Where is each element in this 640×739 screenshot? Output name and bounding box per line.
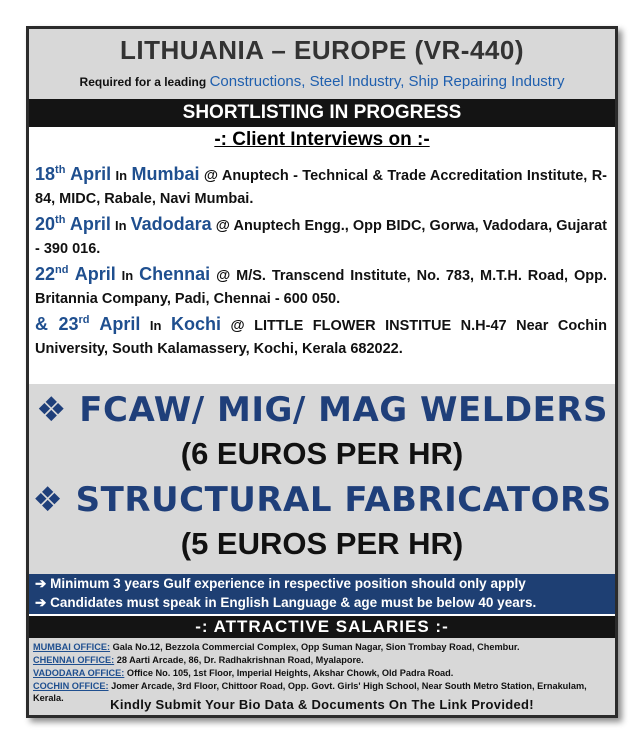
office-address: Office No. 105, 1st Floor, Imperial Heights, Akshar Chowk, Old Padra Road. <box>126 668 454 678</box>
interview-location-vadodara <box>35 209 607 261</box>
interview-day: 18 <box>35 164 56 184</box>
requirement-item <box>35 595 536 611</box>
interview-in: In <box>115 168 128 183</box>
job-title-welders <box>29 390 615 430</box>
interview-day-suffix: th <box>55 164 66 176</box>
office-address: Gala No.12, Bezzola Commercial Complex, Opp Suman Nagar, Sion Trombay Road, Chembur. <box>112 642 520 652</box>
job-title-fabricators <box>29 480 615 520</box>
requirement-text: Candidates must speak in English Language & age must be below 40 years. <box>50 595 537 610</box>
page-title: LITHUANIA – EUROPE (VR-440) <box>119 35 525 65</box>
interview-month: April <box>69 214 111 234</box>
office-vadodara <box>33 667 611 679</box>
interview-day: 23 <box>58 314 79 334</box>
office-mumbai <box>33 641 611 653</box>
interview-prefix: & <box>35 314 59 334</box>
requirement-text: Minimum 3 years Gulf experience in respective position should only apply <box>50 576 526 591</box>
office-chennai <box>33 654 611 666</box>
office-name: CHENNAI OFFICE: <box>33 655 115 665</box>
footer-note: Kindly Submit Your Bio Data & Documents On The Link Provided! <box>110 697 534 712</box>
status-banner: SHORTLISTING IN PROGRESS <box>29 99 615 127</box>
interview-day-suffix: th <box>55 214 66 226</box>
interview-city: Chennai <box>139 264 211 284</box>
interview-city: Vadodara <box>130 214 212 234</box>
job-advertisement <box>26 26 618 718</box>
subtitle-prefix: Required for a leading <box>79 75 207 89</box>
arrow-right-icon: ➔ <box>35 576 47 591</box>
subtitle-industries: Constructions, Steel Industry, Ship Repairing Industry <box>209 73 565 90</box>
interview-day: 20 <box>35 214 56 234</box>
office-address: 28 Aarti Arcade, 86, Dr. Radhakrishnan Road, Myalapore. <box>116 655 364 665</box>
requirement-item <box>35 576 526 592</box>
job-rate-welders: (6 EUROS PER HR) <box>180 436 464 471</box>
interview-details: @ Anuptech Engg., Opp BIDC, Gorwa, Vadodara, Gujarat - 390 016. <box>35 218 607 257</box>
interview-day-suffix: rd <box>78 314 90 326</box>
interview-day-suffix: nd <box>55 264 69 276</box>
salary-banner: -: ATTRACTIVE SALARIES :- <box>29 616 615 638</box>
arrow-right-icon: ➔ <box>35 595 47 610</box>
interview-day: 22 <box>35 264 56 284</box>
job-rate-fabricators: (5 EUROS PER HR) <box>180 526 464 561</box>
interviews-heading: -: Client Interviews on :- <box>214 129 430 150</box>
interview-location-mumbai <box>35 159 607 211</box>
interview-city: Kochi <box>170 314 221 334</box>
subtitle <box>29 73 615 90</box>
interview-details: @ LITTLE FLOWER INSTITUE N.H-47 Near Cochin University, South Kalamassery, Kochi, Kerala 682022. <box>35 318 608 357</box>
interview-month: April <box>99 314 141 334</box>
diamond-bullet-icon: ❖ <box>35 390 67 430</box>
interview-city: Mumbai <box>131 164 200 184</box>
interview-location-kochi <box>35 309 607 361</box>
diamond-bullet-icon: ❖ <box>32 480 64 520</box>
office-name: COCHIN OFFICE: <box>33 681 109 691</box>
office-name: MUMBAI OFFICE: <box>33 642 111 652</box>
header-panel <box>29 29 615 99</box>
job-title-text: FCAW/ MIG/ MAG WELDERS <box>79 390 609 430</box>
job-title-text: STRUCTURAL FABRICATORS <box>75 480 612 520</box>
interview-location-chennai <box>35 259 607 311</box>
interview-in: In <box>114 218 127 233</box>
interview-month: April <box>74 264 116 284</box>
interview-details: @ Anuptech - Technical & Trade Accreditation Institute, R-84, MIDC, Rabale, Navi Mumbai. <box>35 168 608 207</box>
interview-in: In <box>149 318 162 333</box>
office-address: Jomer Arcade, 3rd Floor, Chittoor Road, Opp. Govt. Girls' High School, Near South Metro Station, Ernakulam, Kerala. <box>33 681 587 703</box>
interview-details: @ M/S. Transcend Institute, No. 783, M.T.H. Road, Opp. Britannia Company, Padi, Chennai - 600 050. <box>35 268 608 307</box>
interview-in: In <box>121 268 134 283</box>
requirements-panel <box>29 574 615 614</box>
office-name: VADODARA OFFICE: <box>33 668 125 678</box>
positions-panel <box>29 384 615 574</box>
interview-month: April <box>70 164 112 184</box>
